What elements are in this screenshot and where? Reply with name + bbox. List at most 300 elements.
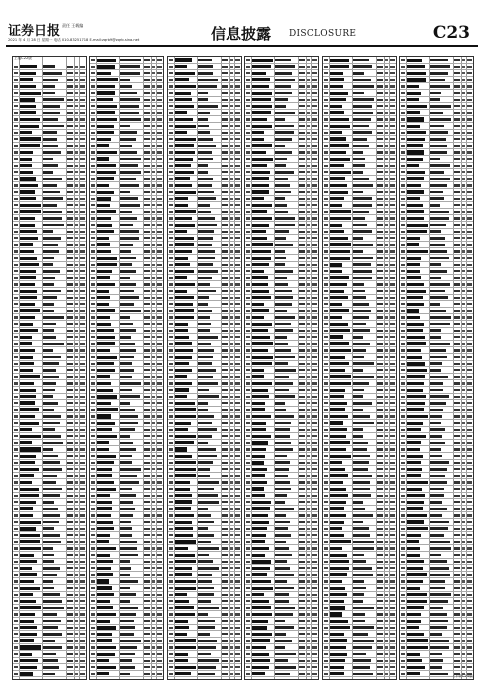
table-cell-text	[307, 587, 310, 589]
table-row	[90, 519, 163, 526]
table-row	[13, 169, 86, 176]
table-cell-text	[252, 72, 266, 75]
table-cell-text	[312, 72, 317, 74]
table-row	[13, 229, 86, 236]
table-cell-text	[390, 158, 395, 160]
table-cell-text	[454, 442, 460, 444]
table-cell-text	[80, 640, 85, 642]
table-cell-text	[91, 323, 95, 325]
table-cell-text	[275, 527, 288, 530]
table-cell-text	[14, 72, 18, 74]
table-cell-text	[230, 204, 233, 206]
table-cell-text	[390, 382, 395, 384]
table-row	[323, 605, 396, 612]
table-cell-text	[252, 158, 273, 161]
table-cell-text	[401, 508, 405, 510]
table-cell-text	[198, 138, 213, 141]
table-cell-text	[144, 59, 150, 61]
table-row	[168, 169, 241, 176]
table-cell-text	[401, 488, 405, 490]
table-cell-text	[299, 442, 305, 444]
table-row	[168, 592, 241, 599]
table-row	[90, 57, 163, 64]
table-cell-text	[169, 627, 173, 629]
table-cell-text	[20, 534, 40, 537]
table-cell-text	[401, 72, 405, 74]
table-cell-text	[144, 653, 150, 655]
table-cell-text	[144, 316, 150, 318]
table-cell-text	[91, 514, 95, 516]
table-cell-text	[14, 508, 18, 510]
table-row	[90, 314, 163, 321]
table-cell-text	[169, 138, 173, 140]
table-row	[168, 341, 241, 348]
table-cell-text	[246, 171, 250, 173]
table-row	[245, 189, 318, 196]
table-cell-text	[299, 231, 305, 233]
table-cell-text	[67, 607, 73, 609]
table-cell-text	[120, 197, 138, 200]
table-cell-text	[152, 640, 155, 642]
table-cell-text	[454, 151, 460, 153]
table-cell-text	[91, 653, 95, 655]
table-cell-text	[299, 495, 305, 497]
table-cell-text	[67, 66, 73, 68]
table-cell-text	[175, 494, 192, 497]
table-cell-text	[385, 528, 388, 530]
table-cell-text	[152, 369, 155, 371]
table-cell-text	[430, 442, 445, 445]
table-row	[13, 400, 86, 407]
table-cell-text	[307, 283, 310, 285]
table-row	[245, 182, 318, 189]
table-cell-text	[97, 639, 112, 642]
table-row	[90, 512, 163, 519]
table-cell-text	[246, 448, 250, 450]
table-row	[323, 387, 396, 394]
table-cell-text	[385, 231, 388, 233]
table-cell-text	[175, 481, 190, 484]
table-cell-text	[198, 92, 208, 95]
table-cell-text	[14, 587, 18, 589]
table-cell-text	[324, 561, 328, 563]
table-cell-text	[43, 580, 53, 583]
table-cell-text	[230, 435, 233, 437]
table-cell-text	[230, 613, 233, 615]
table-row	[168, 222, 241, 229]
table-cell-text	[275, 574, 294, 577]
table-cell-text	[324, 633, 328, 635]
table-cell-text	[14, 435, 18, 437]
table-cell-text	[175, 554, 195, 557]
table-cell-text	[222, 541, 228, 543]
table-cell-text	[80, 211, 85, 213]
table-cell-text	[67, 264, 73, 266]
table-cell-text	[330, 151, 346, 154]
table-cell-text	[97, 204, 110, 207]
table-cell-text	[454, 303, 460, 305]
table-cell-text	[152, 561, 155, 563]
table-cell-text	[120, 613, 136, 616]
table-cell-text	[324, 574, 328, 576]
table-row	[323, 156, 396, 163]
table-cell-text	[467, 112, 472, 114]
table-cell-text	[169, 257, 173, 259]
table-row	[245, 288, 318, 295]
table-row	[168, 453, 241, 460]
table-row	[13, 499, 86, 506]
table-cell-text	[91, 627, 95, 629]
table-row	[13, 545, 86, 552]
table-cell-text	[120, 362, 132, 365]
table-cell-text	[324, 640, 328, 642]
table-cell-text	[312, 224, 317, 226]
table-cell-text	[467, 541, 472, 543]
table-cell-text	[67, 356, 73, 358]
table-cell-text	[401, 376, 405, 378]
table-cell-text	[97, 389, 113, 392]
table-cell-text	[275, 613, 293, 616]
table-row	[13, 83, 86, 90]
table-cell-text	[312, 244, 317, 246]
table-cell-text	[307, 389, 310, 391]
table-cell-text	[353, 428, 363, 431]
table-cell-text	[246, 224, 250, 226]
table-cell-text	[462, 600, 465, 602]
table-cell-text	[430, 409, 443, 412]
table-cell-text	[67, 402, 73, 404]
table-cell-text	[324, 369, 328, 371]
table-row	[168, 242, 241, 249]
table-cell-text	[324, 508, 328, 510]
table-row	[90, 664, 163, 671]
table-cell-text	[14, 613, 18, 615]
table-cell-text	[169, 462, 173, 464]
table-cell-text	[454, 330, 460, 332]
table-cell-text	[430, 98, 440, 101]
table-cell-text	[235, 72, 240, 74]
table-cell-text	[67, 244, 73, 246]
table-row	[400, 585, 473, 592]
table-cell-text	[252, 349, 268, 352]
table-cell-text	[312, 429, 317, 431]
table-cell-text	[230, 171, 233, 173]
table-cell-text	[75, 402, 78, 404]
table-cell-text	[43, 197, 63, 200]
table-row	[168, 314, 241, 321]
table-cell-text	[312, 92, 317, 94]
table-cell-text	[235, 488, 240, 490]
table-row	[245, 380, 318, 387]
table-row	[13, 380, 86, 387]
table-cell-text	[157, 244, 162, 246]
table-cell-text	[430, 343, 450, 346]
table-cell-text	[120, 428, 135, 431]
table-cell-text	[299, 587, 305, 589]
table-row	[323, 149, 396, 156]
table-cell-text	[377, 462, 383, 464]
table-cell-text	[169, 468, 173, 470]
table-cell-text	[80, 547, 85, 549]
table-cell-text	[454, 184, 460, 186]
table-row	[90, 572, 163, 579]
table-cell-text	[97, 369, 115, 372]
table-cell-text	[454, 607, 460, 609]
table-cell-text	[401, 415, 405, 417]
table-cell-text	[462, 382, 465, 384]
table-row	[400, 486, 473, 493]
table-cell-text	[91, 112, 95, 114]
table-cell-text	[97, 488, 116, 491]
table-cell-text	[462, 666, 465, 668]
table-cell-text	[235, 666, 240, 668]
table-cell-text	[307, 310, 310, 312]
table-cell-text	[75, 640, 78, 642]
table-cell-text	[222, 244, 228, 246]
table-cell-text	[275, 455, 287, 458]
section-title-en: DISCLOSURE	[289, 29, 357, 39]
table-row	[245, 90, 318, 97]
table-cell-text	[324, 79, 328, 81]
table-cell-text	[97, 375, 110, 378]
table-cell-text	[312, 330, 317, 332]
table-cell-text	[97, 210, 116, 213]
table-cell-text	[97, 586, 112, 590]
table-cell-text	[330, 65, 349, 68]
table-cell-text	[169, 297, 173, 299]
table-cell-text	[157, 382, 162, 384]
table-cell-text	[67, 567, 73, 569]
table-cell-text	[407, 659, 422, 662]
table-cell-text	[312, 547, 317, 549]
table-row	[323, 552, 396, 559]
table-cell-text	[246, 323, 250, 325]
table-cell-text	[230, 105, 233, 107]
table-cell-text	[175, 580, 196, 583]
table-cell-text	[175, 428, 188, 431]
table-row	[400, 295, 473, 302]
table-cell-text	[75, 455, 78, 457]
table-cell-text	[198, 395, 219, 398]
table-cell-text	[353, 455, 370, 458]
table-cell-text	[324, 59, 328, 61]
table-cell-text	[454, 72, 460, 74]
table-cell-text	[120, 310, 141, 313]
table-cell-text	[385, 310, 388, 312]
table-cell-text	[97, 540, 109, 543]
table-cell-text	[299, 462, 305, 464]
table-cell-text	[198, 580, 212, 583]
table-cell-text	[91, 257, 95, 259]
table-row	[13, 295, 86, 302]
table-cell-text	[169, 72, 173, 74]
table-cell-text	[401, 178, 405, 180]
table-cell-text	[198, 277, 212, 280]
table-cell-text	[91, 224, 95, 226]
table-cell-text	[230, 118, 233, 120]
table-cell-text	[43, 653, 56, 656]
table-cell-text	[97, 435, 117, 438]
table-row	[400, 235, 473, 242]
table-row	[13, 519, 86, 526]
table-cell-text	[430, 613, 447, 616]
table-cell-text	[430, 395, 449, 398]
table-cell-text	[144, 343, 150, 345]
table-cell-text	[275, 521, 290, 524]
table-cell-text	[43, 79, 58, 82]
table-cell-text	[401, 191, 405, 193]
table-cell-text	[312, 138, 317, 140]
table-row	[90, 182, 163, 189]
table-cell-text	[330, 560, 349, 563]
table-cell-text	[275, 666, 296, 669]
table-cell-text	[67, 250, 73, 252]
table-cell-text	[385, 455, 388, 457]
table-cell-text	[385, 217, 388, 219]
table-row	[168, 321, 241, 328]
table-cell-text	[14, 521, 18, 523]
table-cell-text	[299, 382, 305, 384]
table-row	[323, 671, 396, 678]
table-cell-text	[307, 151, 310, 153]
table-cell-text	[120, 118, 141, 121]
table-cell-text	[144, 660, 150, 662]
table-cell-text	[91, 547, 95, 549]
table-cell-text	[377, 204, 383, 206]
table-row	[90, 64, 163, 71]
table-cell-text	[377, 283, 383, 285]
table-cell-text	[330, 276, 349, 279]
table-cell-text	[275, 59, 291, 62]
table-cell-text	[390, 224, 395, 226]
table-cell-text	[198, 296, 209, 299]
table-row	[245, 169, 318, 176]
table-cell-text	[246, 534, 250, 536]
table-cell-text	[430, 85, 450, 88]
table-cell-text	[430, 653, 442, 656]
table-row	[245, 499, 318, 506]
table-cell-text	[430, 435, 442, 438]
table-cell-text	[246, 462, 250, 464]
table-cell-text	[144, 297, 150, 299]
table-cell-text	[246, 191, 250, 193]
table-cell-text	[454, 415, 460, 417]
table-row	[400, 301, 473, 308]
table-cell-text	[330, 250, 350, 253]
table-cell-text	[80, 85, 85, 87]
table-row	[168, 354, 241, 361]
table-cell-text	[169, 382, 173, 384]
table-cell-text	[324, 594, 328, 596]
table-cell-text	[67, 217, 73, 219]
table-cell-text	[175, 382, 192, 385]
table-row	[400, 380, 473, 387]
table-row	[13, 77, 86, 84]
table-cell-text	[120, 415, 138, 418]
table-row	[400, 644, 473, 651]
table-cell-text	[20, 78, 33, 81]
table-row	[168, 235, 241, 242]
table-cell-text	[14, 633, 18, 635]
table-cell-text	[377, 389, 383, 391]
table-cell-text	[43, 191, 60, 194]
table-row	[323, 242, 396, 249]
table-cell-text	[307, 165, 310, 167]
table-cell-text	[157, 217, 162, 219]
table-cell-text	[462, 442, 465, 444]
table-row	[323, 176, 396, 183]
table-cell-text	[144, 217, 150, 219]
table-cell-text	[67, 132, 73, 134]
table-row	[168, 229, 241, 236]
table-cell-text	[462, 237, 465, 239]
table-row	[323, 295, 396, 302]
table-row	[168, 407, 241, 414]
table-row	[13, 189, 86, 196]
table-cell-text	[222, 92, 228, 94]
table-cell-text	[198, 382, 218, 385]
table-cell-text	[152, 422, 155, 424]
table-row	[400, 189, 473, 196]
table-cell-text	[175, 177, 190, 180]
table-cell-text	[152, 66, 155, 68]
table-cell-text	[467, 567, 472, 569]
table-cell-text	[144, 244, 150, 246]
table-cell-text	[401, 627, 405, 629]
table-cell-text	[43, 171, 53, 174]
table-row	[13, 651, 86, 658]
table-cell-text	[67, 594, 73, 596]
table-cell-text	[91, 396, 95, 398]
table-cell-text	[246, 99, 250, 101]
table-cell-text	[198, 250, 215, 253]
table-cell-text	[401, 125, 405, 127]
table-cell-text	[324, 85, 328, 87]
table-cell-text	[275, 640, 292, 643]
table-cell-text	[75, 554, 78, 556]
table-cell-text	[462, 257, 465, 259]
table-cell-text	[67, 237, 73, 239]
table-cell-text	[312, 402, 317, 404]
table-cell-text	[407, 65, 425, 68]
table-cell-text	[430, 428, 445, 431]
table-cell-text	[467, 343, 472, 345]
table-cell-text	[222, 613, 228, 615]
table-cell-text	[462, 217, 465, 219]
table-row	[168, 57, 241, 64]
table-row	[13, 539, 86, 546]
table-cell-text	[401, 435, 405, 437]
table-cell-text	[43, 475, 57, 478]
table-cell-text	[430, 488, 444, 491]
table-cell-text	[14, 501, 18, 503]
table-cell-text	[222, 231, 228, 233]
table-cell-text	[385, 402, 388, 404]
table-cell-text	[401, 369, 405, 371]
table-cell-text	[175, 316, 194, 319]
table-cell-text	[157, 191, 162, 193]
table-cell-text	[43, 428, 55, 431]
table-cell-text	[43, 343, 64, 346]
table-cell-text	[467, 660, 472, 662]
table-cell-text	[401, 541, 405, 543]
table-cell-text	[324, 627, 328, 629]
table-cell-text	[144, 171, 150, 173]
table-cell-text	[222, 462, 228, 464]
table-row	[13, 407, 86, 414]
table-cell-text	[385, 257, 388, 259]
table-cell-text	[467, 277, 472, 279]
